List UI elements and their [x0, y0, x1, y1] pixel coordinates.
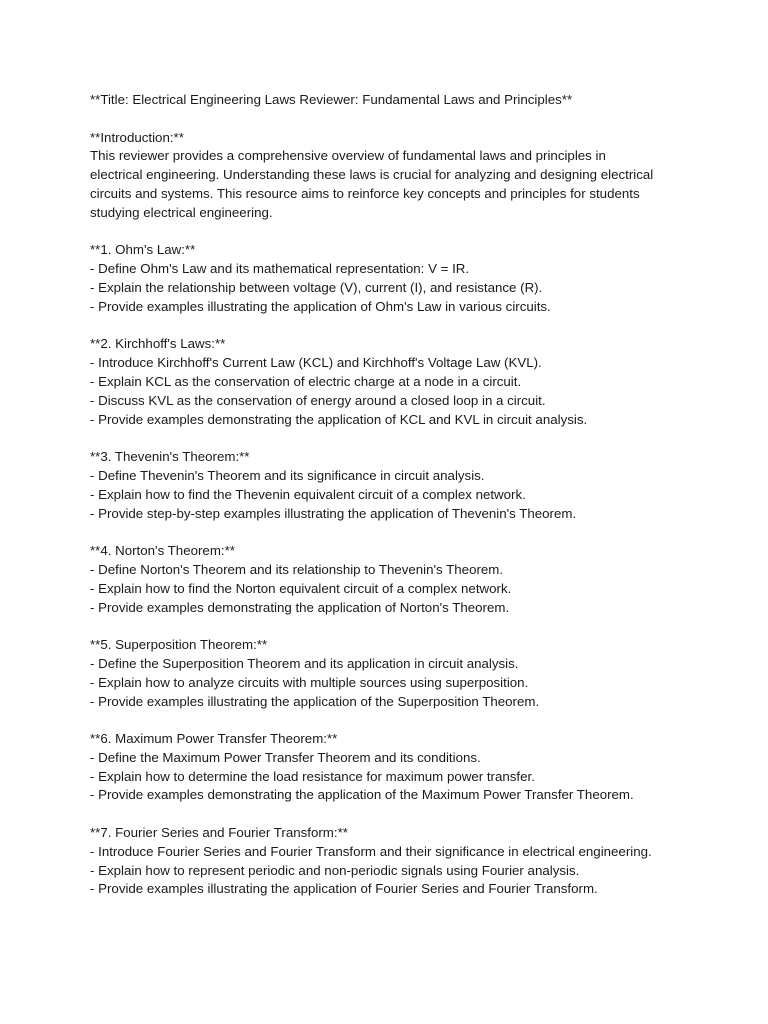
section-heading: **4. Norton's Theorem:** [90, 543, 235, 559]
spacer [90, 429, 740, 448]
section-heading: **7. Fourier Series and Fourier Transform:** [90, 825, 348, 841]
spacer [90, 523, 740, 542]
list-item: - Define Ohm's Law and its mathematical representation: V = IR. [90, 261, 470, 277]
list-item: - Define Thevenin's Theorem and its significance in circuit analysis. [90, 467, 485, 483]
list-item: - Provide examples demonstrating the application of KCL and KVL in circuit analysis. [90, 411, 588, 427]
list-item: - Explain how to find the Norton equivalent circuit of a complex network. [90, 580, 512, 596]
introduction-heading: **Introduction:** [90, 129, 184, 145]
section-heading: **6. Maximum Power Transfer Theorem:** [90, 731, 338, 747]
list-item: - Provide step-by-step examples illustrating the application of Thevenin's Theorem. [90, 505, 577, 521]
section-nortons-theorem [90, 542, 740, 617]
list-item: - Provide examples illustrating the application of Fourier Series and Fourier Transform. [90, 881, 598, 897]
list-item: - Provide examples illustrating the application of the Superposition Theorem. [90, 693, 540, 709]
section-superposition-theorem [90, 636, 740, 711]
list-item: - Explain how to represent periodic and non-periodic signals using Fourier analysis. [90, 862, 580, 878]
list-item: - Define the Maximum Power Transfer Theorem and its conditions. [90, 749, 481, 765]
list-item: - Provide examples demonstrating the application of the Maximum Power Transfer Theorem. [90, 787, 634, 803]
section-maximum-power-transfer [90, 730, 740, 805]
list-item: - Provide examples demonstrating the application of Norton's Theorem. [90, 599, 510, 615]
introduction-line: electrical engineering. Understanding these laws is crucial for analyzing and designing electrical [90, 167, 654, 183]
section-thevenins-theorem [90, 448, 740, 523]
spacer [90, 317, 740, 336]
section-heading: **5. Superposition Theorem:** [90, 637, 268, 653]
introduction-line: studying electrical engineering. [90, 204, 273, 220]
spacer [90, 805, 740, 824]
spacer [90, 223, 740, 242]
section-fourier [90, 824, 740, 899]
list-item: - Define the Superposition Theorem and its application in circuit analysis. [90, 655, 519, 671]
spacer [90, 110, 740, 129]
list-item: - Explain KCL as the conservation of electric charge at a node in a circuit. [90, 373, 522, 389]
list-item: - Provide examples illustrating the application of Ohm's Law in various circuits. [90, 298, 551, 314]
section-heading: **3. Thevenin's Theorem:** [90, 449, 250, 465]
list-item: - Explain how to determine the load resistance for maximum power transfer. [90, 768, 535, 784]
list-item: - Introduce Fourier Series and Fourier Transform and their significance in electrical engineering. [90, 843, 652, 859]
list-item: - Explain how to find the Thevenin equivalent circuit of a complex network. [90, 486, 526, 502]
spacer [90, 711, 740, 730]
list-item: - Explain the relationship between voltage (V), current (I), and resistance (R). [90, 279, 543, 295]
list-item: - Introduce Kirchhoff's Current Law (KCL) and Kirchhoff's Voltage Law (KVL). [90, 355, 542, 371]
section-kirchhoffs-laws [90, 335, 740, 429]
spacer [90, 617, 740, 636]
introduction-section [90, 129, 740, 223]
section-heading: **2. Kirchhoff's Laws:** [90, 336, 226, 352]
section-heading: **1. Ohm's Law:** [90, 242, 196, 258]
document-title: **Title: Electrical Engineering Laws Reviewer: Fundamental Laws and Principles** [90, 92, 573, 107]
introduction-line: This reviewer provides a comprehensive overview of fundamental laws and principles in [90, 148, 606, 164]
document-page [90, 91, 740, 899]
section-ohms-law [90, 241, 740, 316]
introduction-line: circuits and systems. This resource aims to reinforce key concepts and principles for students [90, 185, 640, 201]
list-item: - Define Norton's Theorem and its relationship to Thevenin's Theorem. [90, 561, 504, 577]
list-item: - Discuss KVL as the conservation of energy around a closed loop in a circuit. [90, 392, 546, 408]
list-item: - Explain how to analyze circuits with multiple sources using superposition. [90, 674, 529, 690]
